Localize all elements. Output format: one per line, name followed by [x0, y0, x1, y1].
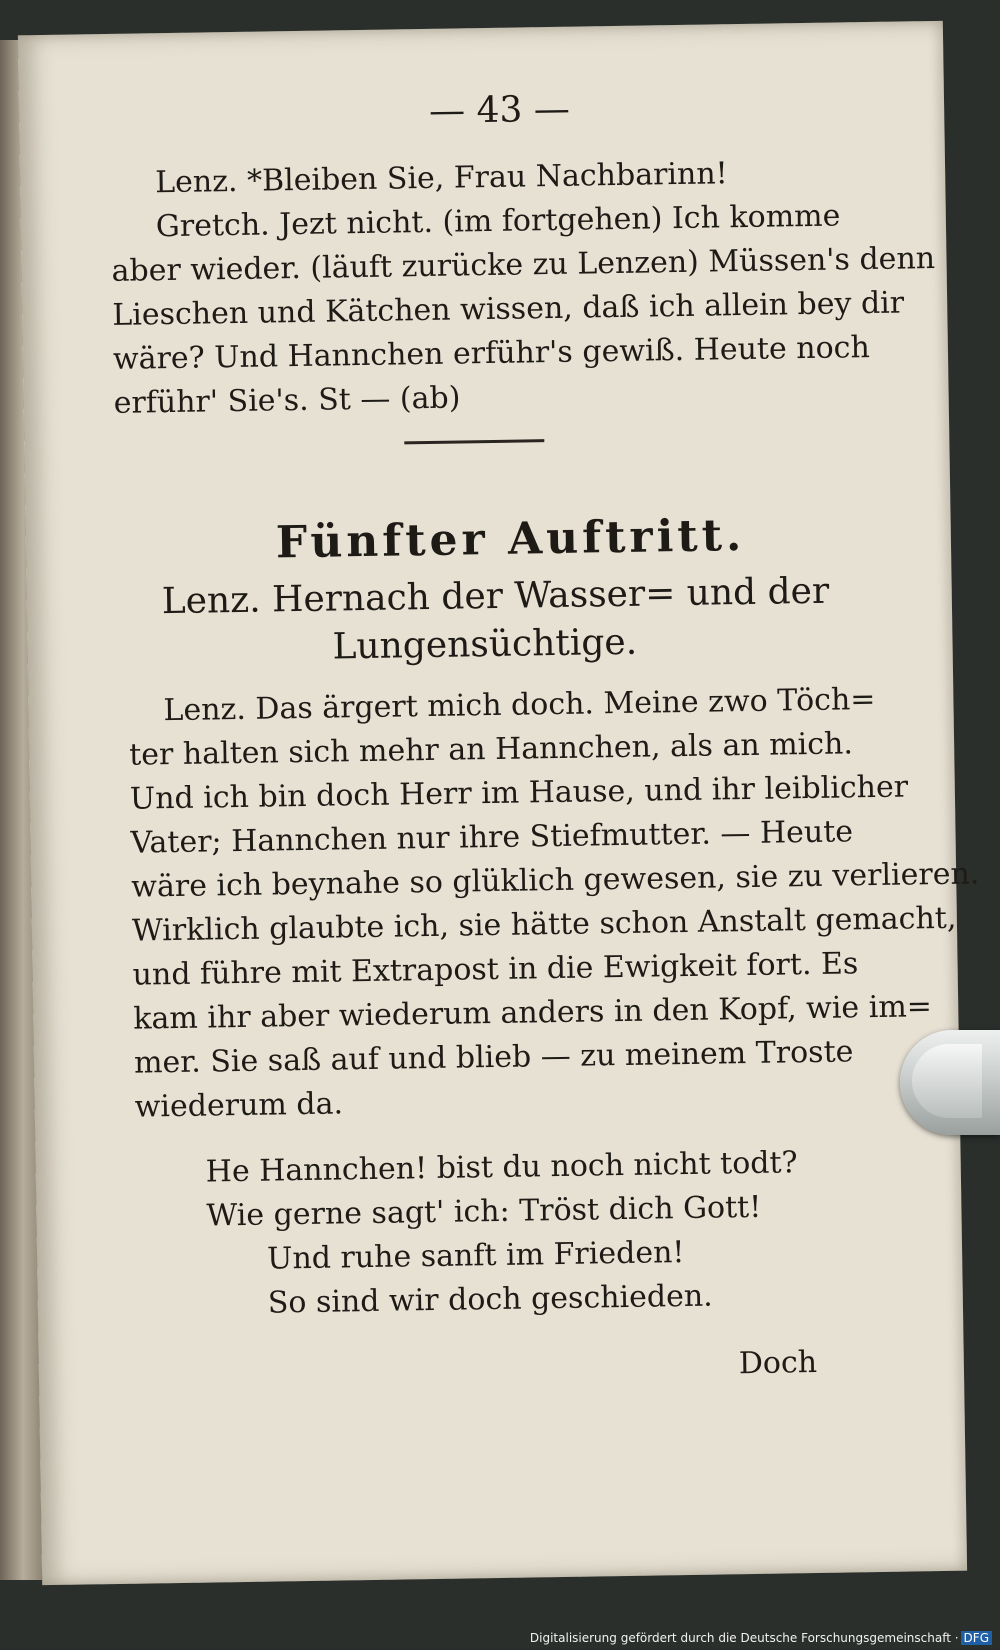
page-clip: [900, 1030, 1000, 1135]
scene-heading: Fünfter Auftritt.: [275, 509, 746, 569]
text-line: Vater; Hannchen nur ihre Stiefmutter. — Heute: [130, 814, 854, 861]
page-clip-highlight: [912, 1044, 982, 1118]
text-line: und führe mit Extrapost in die Ewigkeit fort. Es: [132, 946, 859, 993]
text-line: Lenz. Das ärgert mich doch. Meine zwo Töch=: [163, 681, 876, 729]
text-line: erführ' Sie's. St — (ab): [113, 380, 461, 421]
section-divider: [404, 439, 544, 444]
text-line: Wirklich glaubte ich, sie hätte schon Anstalt gemacht,: [131, 900, 957, 949]
text-line: wiederum da.: [134, 1086, 344, 1125]
text-line: ter halten sich mehr an Hannchen, als an mich.: [128, 726, 854, 773]
verse-line: Wie gerne sagt' ich: Tröst dich Gott!: [206, 1189, 762, 1234]
page-number: — 43 —: [428, 88, 571, 132]
catchword: Doch: [738, 1344, 818, 1382]
verse-line: He Hannchen! bist du noch nicht todt?: [205, 1145, 798, 1190]
text-line: Lieschen und Kätchen wissen, daß ich allein bey dir: [112, 285, 905, 333]
book-page: [18, 21, 980, 1585]
persons-line: Lungensüchtige.: [332, 621, 638, 668]
footer-text: Digitalisierung gefördert durch die Deutsche Forschungsgemeinschaft ·: [529, 1631, 959, 1645]
text-line: wäre ich beynahe so glüklich gewesen, sie zu verlieren.: [131, 856, 980, 905]
persons-line: Lenz. Hernach der Wasser= und der: [161, 570, 830, 623]
dfg-logo: DFG: [961, 1631, 992, 1645]
text-line: kam ihr aber wiederum anders in den Kopf, wie im=: [133, 989, 933, 1037]
text-line: Lenz. *Bleiben Sie, Frau Nachbarinn!: [154, 156, 728, 201]
verse-line: So sind wir doch geschieden.: [267, 1278, 713, 1321]
text-line: aber wieder. (läuft zurücke zu Lenzen) Müssen's denn: [111, 240, 936, 289]
verse-line: Und ruhe sanft im Frieden!: [266, 1235, 685, 1277]
text-line: wäre? Und Hannchen erführ's gewiß. Heute noch: [112, 330, 871, 377]
text-line: Und ich bin doch Herr im Hause, und ihr leiblicher: [129, 769, 909, 817]
text-line: Gretch. Jezt nicht. (im fortgehen) Ich komme: [155, 198, 841, 245]
text-line: mer. Sie saß auf und blieb — zu meinem Troste: [133, 1034, 854, 1081]
attribution-footer: [526, 1630, 996, 1646]
